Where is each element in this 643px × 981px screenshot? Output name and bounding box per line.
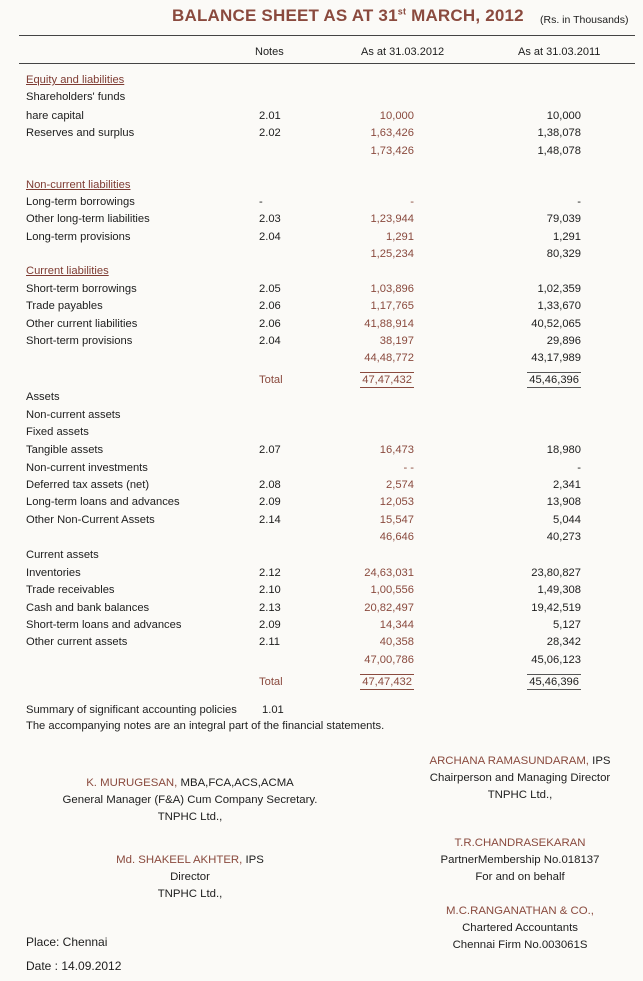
row-value-2012: - [410,196,414,208]
row-note: - [259,196,263,208]
row-label: Other long-term liabilities [26,213,150,225]
row-label: Other current liabilities [26,318,138,330]
table-row [0,636,643,653]
row-value-2011: 18,980 [546,444,581,456]
row-note: 2.13 [259,602,281,614]
date-text: Date : 14.09.2012 [26,959,122,973]
row-label: Other Non-Current Assets [26,514,155,526]
row-label: Inventories [26,567,81,579]
summary-label: Summary of significant accounting policies [26,704,237,716]
total-row [0,676,643,693]
row-note: 2.08 [259,479,281,491]
murugesan-quals: MBA,FCA,ACS,ACMA [177,777,294,789]
table-row [0,409,643,426]
page-title: BALANCE SHEET AS AT 31st MARCH, 2012 [172,6,524,25]
row-label: Non-current liabilities [26,179,131,191]
table-row [0,549,643,566]
row-value-2012: 41,88,914 [364,318,414,330]
chandrasekaran-membership: PartnerMembership No.018137 [440,854,600,866]
row-value-2012: 1,25,234 [370,248,414,260]
table-row [0,584,643,601]
row-label: Long-term loans and advances [26,496,180,508]
units-note: (Rs. in Thousands) [540,14,629,26]
row-value-2012: 1,73,426 [370,145,414,157]
firm-type: Chartered Accountants [462,922,578,934]
row-value-2012: 47,47,432 [362,676,412,688]
akhter-quals: IPS [242,854,264,866]
row-label: Short-term loans and advances [26,619,182,631]
row-value-2011: 28,342 [546,636,581,648]
table-row [0,283,643,300]
row-value-2011: 43,17,989 [531,352,581,364]
section-heading-row [0,179,643,196]
murugesan-org: TNPHC Ltd., [157,811,223,823]
table-row [0,335,643,352]
row-label: Tangible assets [26,444,104,456]
place-text: Place: Chennai [26,935,108,949]
table-row [0,531,643,548]
table-row [0,231,643,248]
col-header-2011: As at 31.03.2011 [518,46,601,58]
row-value-2012: 10,000 [379,110,414,122]
total-row [0,374,643,391]
firm-number: Chennai Firm No.003061S [452,939,588,951]
row-label: Trade receivables [26,584,115,596]
row-note: 2.02 [259,127,281,139]
table-row [0,318,643,335]
table-row [0,479,643,496]
row-label: Shareholders' funds [26,91,126,103]
row-value-2011: 45,46,396 [529,374,579,386]
archana-quals: IPS [588,755,611,767]
row-label: Non-current investments [26,462,148,474]
accompanying-text: The accompanying notes are an integral part of the financial statements. [26,720,385,732]
row-value-2012: 20,82,497 [364,602,414,614]
row-label: Trade payables [26,300,103,312]
row-label: Non-current assets [26,409,121,421]
row-value-2012: 14,344 [379,619,414,631]
row-label: Deferred tax assets (net) [26,479,150,491]
row-value-2011: - [577,462,581,474]
row-note: 2.11 [259,636,280,648]
row-value-2012: 40,358 [379,636,414,648]
row-value-2012: 24,63,031 [364,567,414,579]
table-row [0,444,643,461]
row-label: Short-term borrowings [26,283,137,295]
row-note: 2.10 [259,584,281,596]
row-note: Total [259,374,283,386]
row-value-2012: 1,03,896 [370,283,414,295]
row-label: Assets [26,391,60,403]
row-value-2012: 1,00,556 [370,584,414,596]
signatory-akhter [40,852,340,903]
table-row [0,462,643,479]
row-value-2011: 5,044 [553,514,581,526]
akhter-title: Director [170,871,210,883]
row-value-2011: 1,38,078 [537,127,581,139]
archana-name: ARCHANA RAMASUNDARAM, [429,755,589,767]
table-row [0,91,643,108]
row-value-2012: 16,473 [379,444,414,456]
row-value-2011: 2,341 [553,479,581,491]
table-row [0,248,643,265]
archana-org: TNPHC Ltd., [487,789,553,801]
table-row [0,391,643,408]
signatory-chandrasekaran [408,835,632,886]
murugesan-name: K. MURUGESAN, [86,777,178,789]
table-row [0,619,643,636]
row-value-2012: 2,574 [386,479,414,491]
divider-header [19,63,635,64]
row-value-2012: 1,23,944 [370,213,414,225]
row-value-2011: 79,039 [546,213,581,225]
row-value-2011: 45,46,396 [529,676,579,688]
row-value-2012: 47,47,432 [362,374,412,386]
table-row [0,110,643,127]
row-note: 2.07 [259,444,281,456]
section-heading-row [0,265,643,282]
row-value-2011: - [577,196,581,208]
table-row [0,496,643,513]
row-value-2011: 19,42,519 [531,602,581,614]
row-value-2011: 80,329 [546,248,581,260]
row-value-2012: - - [403,462,414,474]
row-value-2011: 40,52,065 [531,318,581,330]
row-value-2012: 15,547 [379,514,414,526]
row-label: Current liabilities [26,265,109,277]
chandrasekaran-name: T.R.CHANDRASEKARAN [454,837,586,849]
row-note: 2.09 [259,496,281,508]
murugesan-title: General Manager (F&A) Cum Company Secretary. [62,794,318,806]
row-label: hare capital [26,110,84,122]
row-value-2012: 38,197 [379,335,414,347]
archana-title: Chairperson and Managing Director [429,772,611,784]
row-note: 2.04 [259,335,281,347]
signatory-archana [408,753,632,804]
row-label: Cash and bank balances [26,602,150,614]
row-note: 2.14 [259,514,281,526]
row-label: Fixed assets [26,426,89,438]
row-value-2011: 45,06,123 [531,654,581,666]
row-value-2011: 1,02,359 [537,283,581,295]
row-value-2012: 1,291 [386,231,414,243]
row-value-2011: 1,48,078 [537,145,581,157]
col-header-notes: Notes [255,46,284,58]
row-note: 2.06 [259,318,281,330]
row-label: Long-term provisions [26,231,131,243]
table-row [0,567,643,584]
table-row [0,514,643,531]
row-value-2012: 46,646 [379,531,414,543]
row-note: 2.01 [259,110,281,122]
row-value-2012: 47,00,786 [364,654,414,666]
row-value-2012: 1,63,426 [370,127,414,139]
signatory-murugesan [40,775,340,826]
table-row [0,127,643,144]
row-value-2011: 13,908 [546,496,581,508]
chandrasekaran-behalf: For and on behalf [475,871,565,883]
row-note: 2.12 [259,567,281,579]
row-value-2011: 1,33,670 [537,300,581,312]
row-label: Short-term provisions [26,335,133,347]
row-label: Equity and liabilities [26,74,125,86]
row-note: 2.04 [259,231,281,243]
auditor-firm [408,903,632,954]
row-value-2011: 10,000 [546,110,581,122]
table-row [0,352,643,369]
summary-note: 1.01 [262,704,284,716]
row-value-2011: 1,291 [553,231,581,243]
akhter-name: Md. SHAKEEL AKHTER, [116,854,243,866]
row-note: 2.03 [259,213,281,225]
row-value-2012: 12,053 [379,496,414,508]
row-label: Current assets [26,549,99,561]
row-value-2012: 44,48,772 [364,352,414,364]
table-row [0,145,643,162]
row-label: Other current assets [26,636,128,648]
row-value-2011: 29,896 [546,335,581,347]
row-label: Reserves and surplus [26,127,135,139]
firm-name: M.C.RANGANATHAN & CO., [446,905,594,917]
table-row [0,654,643,671]
row-label: Long-term borrowings [26,196,135,208]
table-row [0,426,643,443]
row-value-2011: 5,127 [553,619,581,631]
row-value-2012: 1,17,765 [370,300,414,312]
table-row [0,213,643,230]
table-row [0,602,643,619]
table-row [0,196,643,213]
row-note: 2.09 [259,619,281,631]
row-value-2011: 23,80,827 [531,567,581,579]
akhter-org: TNPHC Ltd., [157,888,223,900]
row-note: 2.05 [259,283,281,295]
divider-top [19,35,635,36]
row-value-2011: 40,273 [546,531,581,543]
row-note: 2.06 [259,300,281,312]
row-value-2011: 1,49,308 [537,584,581,596]
table-row [0,300,643,317]
section-heading-row [0,74,643,91]
row-note: Total [259,676,283,688]
col-header-2012: As at 31.03.2012 [361,46,445,58]
